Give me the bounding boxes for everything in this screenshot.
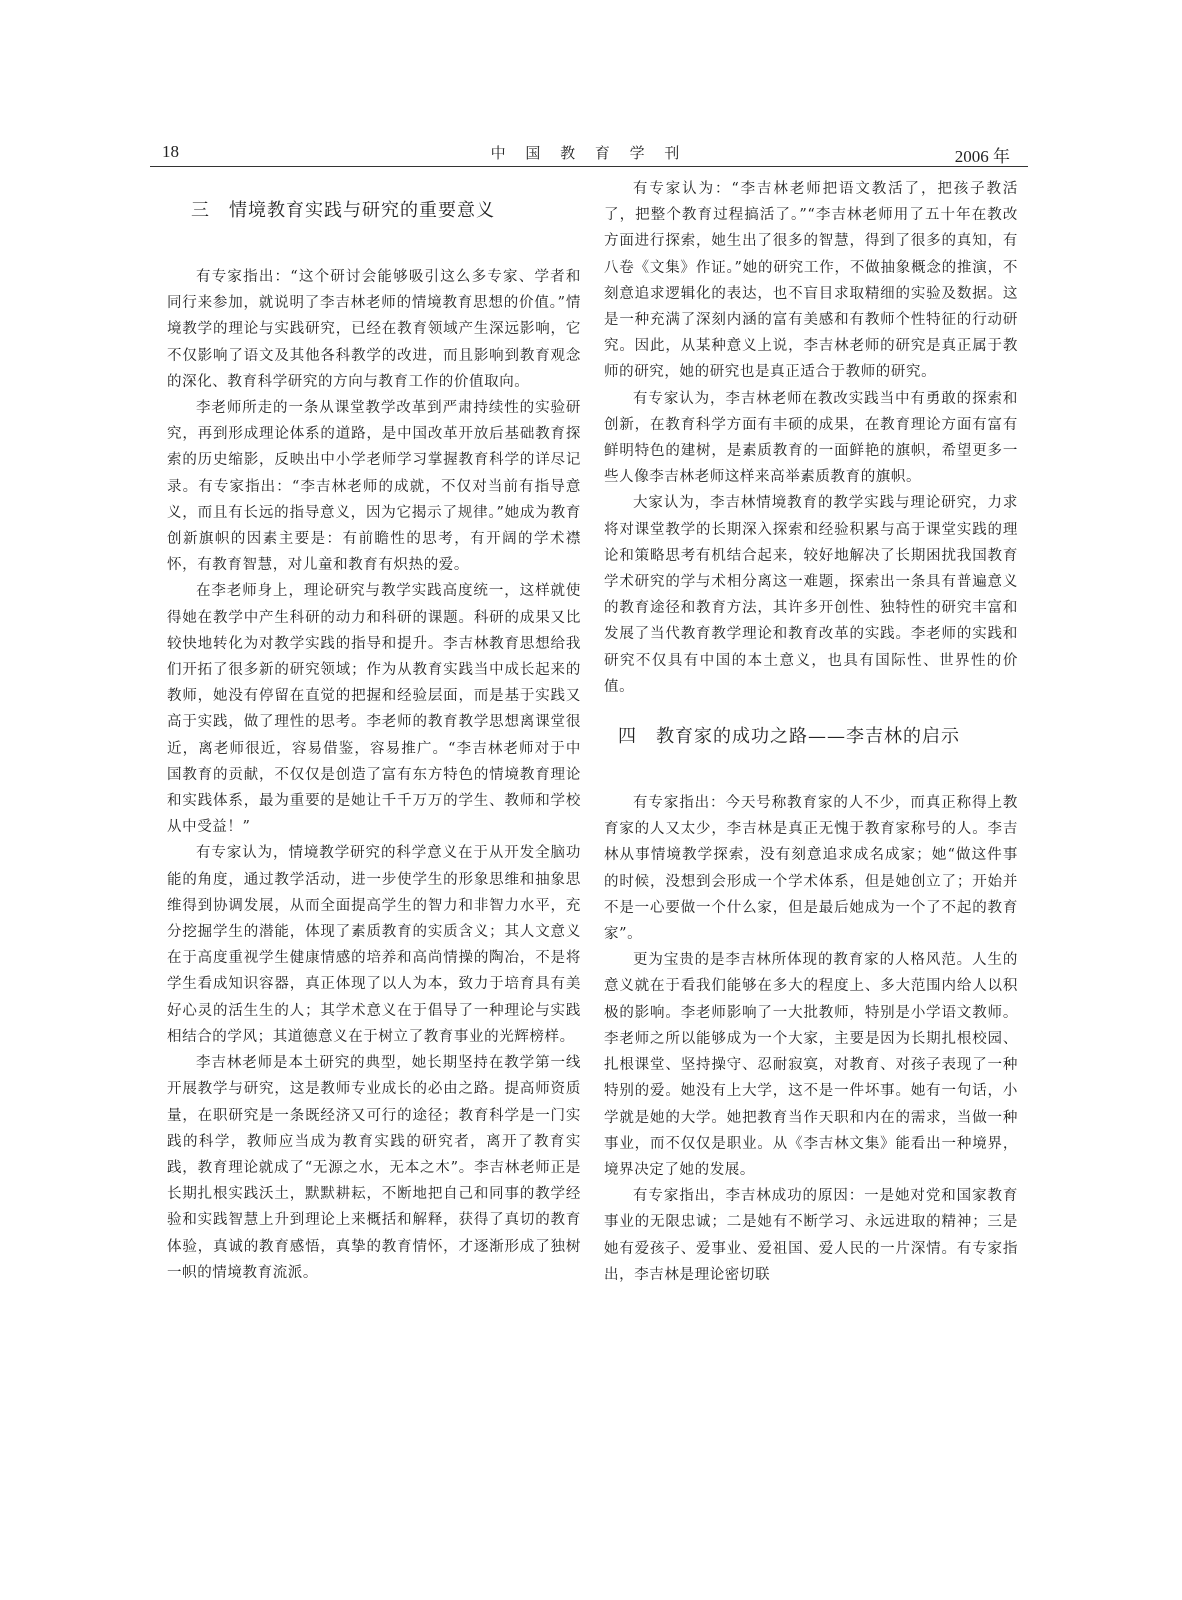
body-paragraph: 大家认为，李吉林情境教育的教学实践与理论研究，力求将对课堂教学的长期深入探索和经验积累与高于课堂实践的理论和策略思考有机结合起来，较好地解决了长期困扰我国教育学术研究的学与术相分离这一难题，探索出一条具有普遍意义的教育途径和教育方法，其许多开创性、独特性的研究丰富和发展了当代教育教学理论和教育改革的实践。李老师的实践和研究不仅具有中国的本土意义，也具有国际性、世界性的价值。	[604, 495, 1018, 695]
body-paragraph: 有专家认为，李吉林老师在教改实践当中有勇敢的探索和创新，在教育科学方面有丰硕的成果，在教育理论方面有富有鲜明特色的建树，是素质教育的一面鲜艳的旗帜，希望更多一些人像李吉林老师这样来高举素质教育的旗帜。	[604, 390, 1018, 486]
body-paragraph: 有专家指出，李吉林成功的原因：一是她对党和国家教育事业的无限忠诚；二是她有不断学习、永远进取的精神；三是她有爱孩子、爱事业、爱祖国、爱人民的一片深情。有专家指出，李吉林是理论密切联	[604, 1188, 1018, 1283]
body-paragraph: 有专家认为：“李吉林老师把语文教活了，把孩子教活了，把整个教育过程搞活了。”“李吉林老师用了五十年在教改方面进行探索，她生出了很多的智慧，得到了很多的真知，有八卷《文集》作证。”她的研究工作，不做抽象概念的推演，不刻意追求逻辑化的表达，也不盲目求取精细的实验及数据。这是一种充满了深刻内涵的富有美感和有教师个性特征的行动研究。因此，从某种意义上说，李吉林老师的研究是真正属于教师的研究，她的研究也是真正适合于教师的研究。	[604, 181, 1018, 381]
body-paragraph: 有专家指出：今天号称教育家的人不少，而真正称得上教育家的人又太少，李吉林是真正无愧于教育家称号的人。李吉林从事情境教学探索，没有刻意追求成名成家；她“做这件事的时候，没想到会形成一个学术体系，但是她创立了；开始并不是一心要做一个什么家，但是最后她成为一个了不起的教育家”。	[604, 795, 1018, 943]
journal-title: 中 国 教 育 学 刊	[490, 146, 688, 162]
section-heading-4: 四 教育家的成功之路——李吉林的启示	[618, 726, 960, 748]
body-paragraph: 李老师所走的一条从课堂教学改革到严肃持续性的实验研究，再到形成理论体系的道路，是中国改革开放后基础教育探索的历史缩影，反映出中小学老师学习掌握教育科学的详尽记录。有专家指出：“李吉林老师的成就，不仅对当前有指导意义，而且有长远的指导意义，因为它揭示了规律。”她成为教育创新旗帜的因素主要是：有前瞻性的思考，有开阔的学术襟怀，有教育智慧，对儿童和教育有炽热的爱。	[167, 400, 581, 574]
left-column	[167, 176, 581, 1286]
body-paragraph: 更为宝贵的是李吉林所体现的教育家的人格风范。人生的意义就在于看我们能够在多大的程度上、多大范围内给人以积极的影响。李老师影响了一大批教师，特别是小学语文教师。李老师之所以能够成为一个大家，主要是因为长期扎根校园、扎根课堂、坚持操守、忍耐寂寞，对教育、对孩子表现了一种特别的爱。她没有上大学，这不是一件坏事。她有一句话，小学就是她的大学。她把教育当作天职和内在的需求，当做一种事业，而不仅仅是职业。从《李吉林文集》能看出一种境界，境界决定了她的发展。	[604, 952, 1018, 1178]
body-paragraph: 李吉林老师是本土研究的典型，她长期坚持在教学第一线开展教学与研究，这是教师专业成长的必由之路。提高师资质量，在职研究是一条既经济又可行的途径；教育科学是一门实践的科学，教师应当成为教育实践的研究者，离开了教育实践，教育理论就成了“无源之水，无本之木”。李吉林老师正是长期扎根实践沃土，默默耕耘，不断地把自己和同事的教学经验和实践智慧上升到理论上来概括和解释，获得了真切的教育体验，真诚的教育感悟，真挚的教育情怀，才逐渐形成了独树一帜的情境教育流派。	[167, 1055, 581, 1281]
body-paragraph: 在李老师身上，理论研究与教学实践高度统一，这样就使得她在教学中产生科研的动力和科研的课题。科研的成果又比较快地转化为对教学实践的指导和提升。李吉林教育思想给我们开拓了很多新的研究领域；作为从教育实践当中成长起来的教师，她没有停留在直觉的把握和经验层面，而是基于实践又高于实践，做了理性的思考。李老师的教育教学思想离课堂很近，离老师很近，容易借鉴，容易推广。“李吉林老师对于中国教育的贡献，不仅仅是创造了富有东方特色的情境教育理论和实践体系，最为重要的是她让千千万万的学生、教师和学校从中受益！”	[167, 583, 581, 836]
right-column	[604, 176, 1018, 1288]
body-paragraph: 有专家认为，情境教学研究的科学意义在于从开发全脑功能的角度，通过教学活动，进一步使学生的形象思维和抽象思维得到协调发展，从而全面提高学生的智力和非智力水平，充分挖掘学生的潜能，体现了素质教育的实质含义；其人文意义在于高度重视学生健康情感的培养和高尚情操的陶冶，不是将学生看成知识容器，真正体现了以人为本，致力于培育具有美好心灵的活生生的人；其学术意义在于倡导了一种理论与实践相结合的学风；其道德意义在于树立了教育事业的光辉榜样。	[167, 845, 581, 1045]
body-paragraph: 有专家指出：“这个研讨会能够吸引这么多专家、学者和同行来参加，就说明了李吉林老师的情境教育思想的价值。”情境教学的理论与实践研究，已经在教育领域产生深远影响，它不仅影响了语文及其他各科教学的改进，而且影响到教育观念的深化、教育科学研究的方向与教育工作的价值取向。	[167, 269, 581, 390]
running-header	[150, 136, 1028, 167]
page-number: 18	[162, 142, 179, 161]
publication-year: 2006 年	[954, 147, 1010, 166]
section-heading-3: 三 情境教育实践与研究的重要意义	[191, 200, 495, 221]
